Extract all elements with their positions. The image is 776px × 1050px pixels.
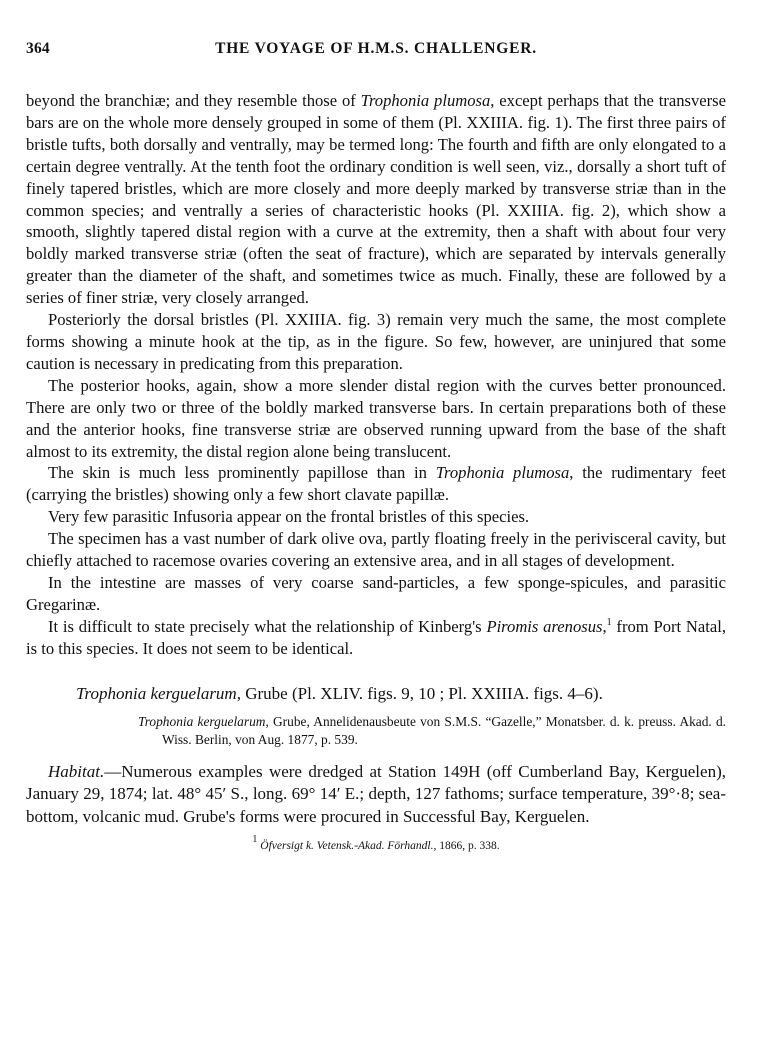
- paragraph-3: The posterior hooks, again, show a more slender distal region with the curves better pronounced. There are only two or three of the boldly marked transverse bars. In certain preparations both of these and the anterior hooks, fine transverse striæ are observed running upward from the base of the shaft almost to its extremity, the distal region alone being translucent.: [26, 375, 726, 461]
- species-name: Trophonia kerguelarum: [76, 683, 237, 703]
- taxon-name: Trophonia plumosa: [360, 91, 491, 110]
- text-span: The skin is much less prominently papillose than in: [48, 463, 436, 483]
- page: [26, 40, 726, 854]
- paragraph-6: The specimen has a vast number of dark olive ova, partly floating freely in the perivisceral cavity, but chiefly attached to racemose ovaries covering an extensive area, and in all stages of development.: [26, 529, 726, 571]
- habitat-paragraph: [26, 761, 726, 829]
- paragraph-8: It is difficult to state precisely what the relationship of Kinberg's Piromis arenosus,$^1$ from Port Natal, is to this species. It does not seem to be identical.: [26, 616, 726, 658]
- synonym-name: Trophonia kerguelarum: [138, 713, 266, 729]
- species-reference: , Grube (Pl. XLIV. figs. 9, 10 ; Pl. XXIIIA. figs. 4–6).: [236, 683, 603, 703]
- habitat-text: —Numerous examples were dredged at Station 149H (off Cumberland Bay, Kerguelen), January 29, 1874; lat. 48° 45′ S., long. 69° 14′ E.; depth, 127 fathoms; surface temperature, 39°·8; sea-bottom, volcanic mud. Grube's forms were procured in Successful Bay, Kerguelen.: [26, 761, 726, 826]
- running-title: THE VOYAGE OF H.M.S. CHALLENGER.: [215, 40, 537, 57]
- paragraph-5: Very few parasitic Infusoria appear on the frontal bristles of this species.: [48, 507, 530, 527]
- taxon-name: Trophonia plumosa: [435, 463, 570, 483]
- species-heading: [26, 683, 726, 705]
- text-span: from Port Natal, is to this species. It does not seem to be identical.: [26, 616, 726, 658]
- footnote-number: 1: [252, 834, 258, 846]
- footnote-citation: , 1866, p. 338.: [433, 840, 500, 853]
- page-number: 364: [26, 40, 50, 57]
- footnote: [26, 834, 726, 854]
- footnote-mark: 1: [606, 616, 612, 628]
- paragraph-1: [26, 90, 726, 309]
- text-span: beyond the branchiæ; and they resemble those of: [26, 91, 361, 110]
- body-text: [26, 90, 726, 660]
- footnote-source: Öfversigt k. Vetensk.-Akad. Förhandl.: [260, 840, 434, 853]
- taxon-name: Piromis arenosus: [486, 616, 603, 636]
- text-span: , the rudimentary feet (carrying the bristles) showing only a few short clavate papillæ.: [26, 463, 726, 505]
- paragraph-2: Posteriorly the dorsal bristles (Pl. XXIIIA. fig. 3) remain very much the same, the most complete forms showing a minute hook at the tip, as in the figure. So few, however, are uninjured that some caution is necessary in predicating from this preparation.: [26, 310, 726, 373]
- text-span: It is difficult to state precisely what the relationship of Kinberg's: [48, 616, 487, 636]
- synonymy-citation: [138, 713, 726, 749]
- paragraph-7: In the intestine are masses of very coarse sand-particles, a few sponge-spicules, and parasitic Gregarinæ.: [26, 572, 726, 614]
- habitat-label: Habitat.: [48, 761, 105, 781]
- page-header: [26, 40, 726, 66]
- text-span: , except perhaps that the transverse bars are on the whole more densely grouped in some of them (Pl. XXIIIA. fig. 1). The first three pairs of bristle tufts, both dorsally and ventrally, may be termed long: The fourth and fifth are only elongated to a certain degree ventrally. At the tenth foot the ordinary condition is well seen, viz., dorsally a short tuft of finely tapered bristles, which are more closely and more deeply marked by transverse striæ than in the common species; and ventrally a series of characteristic hooks (Pl. XXIIIA. fig. 2), which show a smooth, slightly tapered distal region with a curve at the extremity, then a shaft with about four very boldly marked transverse striæ (often the seat of fracture), which are separated by intervals generally greater than the diameter of the shaft, and sometimes twice as much. Finally, these are followed by a series of finer striæ, very closely arranged.: [26, 91, 727, 308]
- paragraph-4: [26, 462, 726, 506]
- synonym-reference: , Grube, Annelidenausbeute von S.M.S. “Gazelle,” Monatsber. d. k. preuss. Akad. d. Wiss. Berlin, von Aug. 1877, p. 539.: [162, 713, 726, 747]
